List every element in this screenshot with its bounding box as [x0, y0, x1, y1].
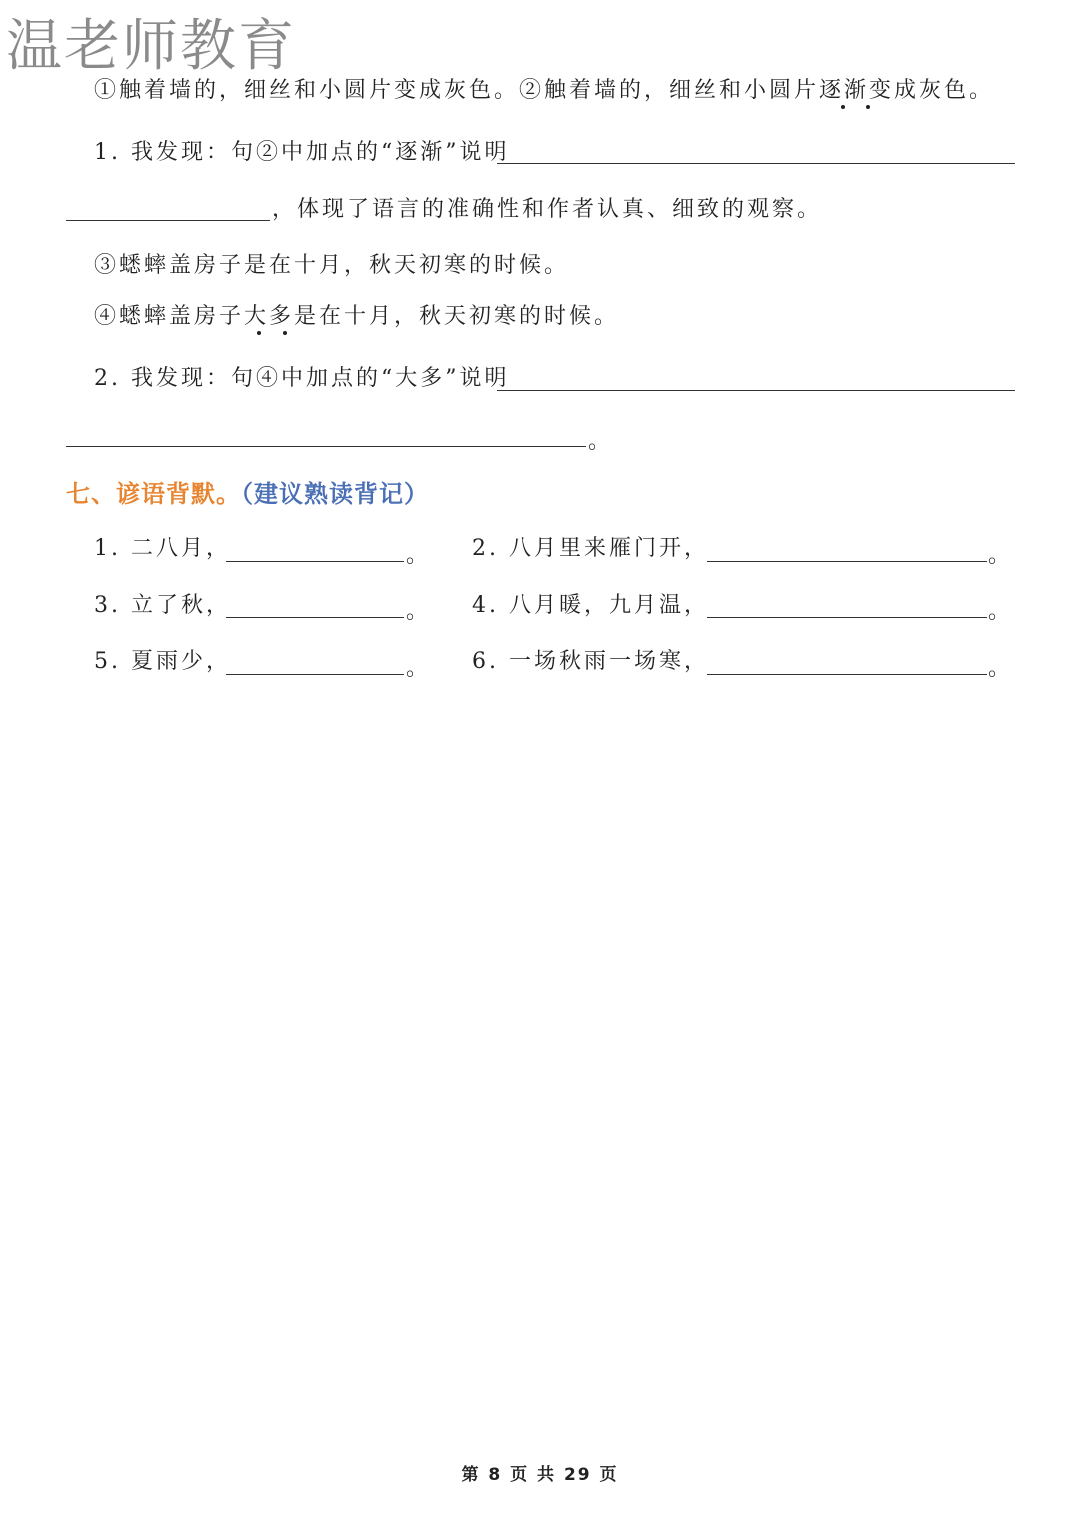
period: 。	[988, 599, 1011, 624]
answer-blank[interactable]	[497, 390, 1015, 391]
proverb-item: 6. 一场秋雨一场寒，	[472, 649, 709, 674]
answer-blank[interactable]	[226, 561, 404, 562]
emphasis-dot	[257, 331, 261, 335]
question-1-prompt: 1. 我发现：句②中加点的“逐渐”说明	[94, 140, 510, 165]
answer-blank[interactable]	[66, 446, 586, 447]
answer-blank[interactable]	[707, 561, 987, 562]
answer-blank[interactable]	[226, 617, 404, 618]
period: 。	[406, 656, 429, 681]
emphasis-dot	[283, 331, 287, 335]
emphasis-dot	[866, 105, 870, 109]
section-7-heading: 七、谚语背默。	[66, 480, 241, 508]
question-2-prompt: 2. 我发现：句④中加点的“大多”说明	[94, 366, 510, 391]
emphasis-dot	[841, 105, 845, 109]
period: 。	[406, 599, 429, 624]
answer-blank[interactable]	[707, 674, 987, 675]
proverb-item: 3. 立了秋，	[94, 593, 231, 618]
proverb-item: 4. 八月暖，九月温，	[472, 593, 709, 618]
period: 。	[988, 656, 1011, 681]
proverb-item: 5. 夏雨少，	[94, 649, 231, 674]
section-7-hint: （建议熟读背记）	[241, 480, 429, 508]
answer-blank[interactable]	[707, 617, 987, 618]
answer-blank[interactable]	[226, 674, 404, 675]
proverb-item: 1. 二八月，	[94, 536, 231, 561]
example-sentence-3: ③蟋蟀盖房子是在十月，秋天初寒的时候。	[94, 253, 570, 278]
period: 。	[588, 429, 611, 454]
page-number: 第 8 页 共 29 页	[461, 1465, 619, 1485]
example-sentences-1-2: ①触着墙的，细丝和小圆片变成灰色。②触着墙的，细丝和小圆片逐渐变成灰色。	[94, 78, 995, 103]
period: 。	[988, 543, 1011, 568]
period: 。	[406, 543, 429, 568]
watermark-logo-text: 温老师教育	[6, 14, 296, 79]
proverb-item: 2. 八月里来雁门开，	[472, 536, 709, 561]
section-7-title	[66, 474, 429, 509]
question-1-continuation: ，体现了语言的准确性和作者认真、细致的观察。	[272, 197, 823, 222]
answer-blank[interactable]	[66, 220, 270, 221]
answer-blank[interactable]	[497, 163, 1015, 164]
example-sentence-4: ④蟋蟀盖房子大多是在十月，秋天初寒的时候。	[94, 304, 620, 329]
